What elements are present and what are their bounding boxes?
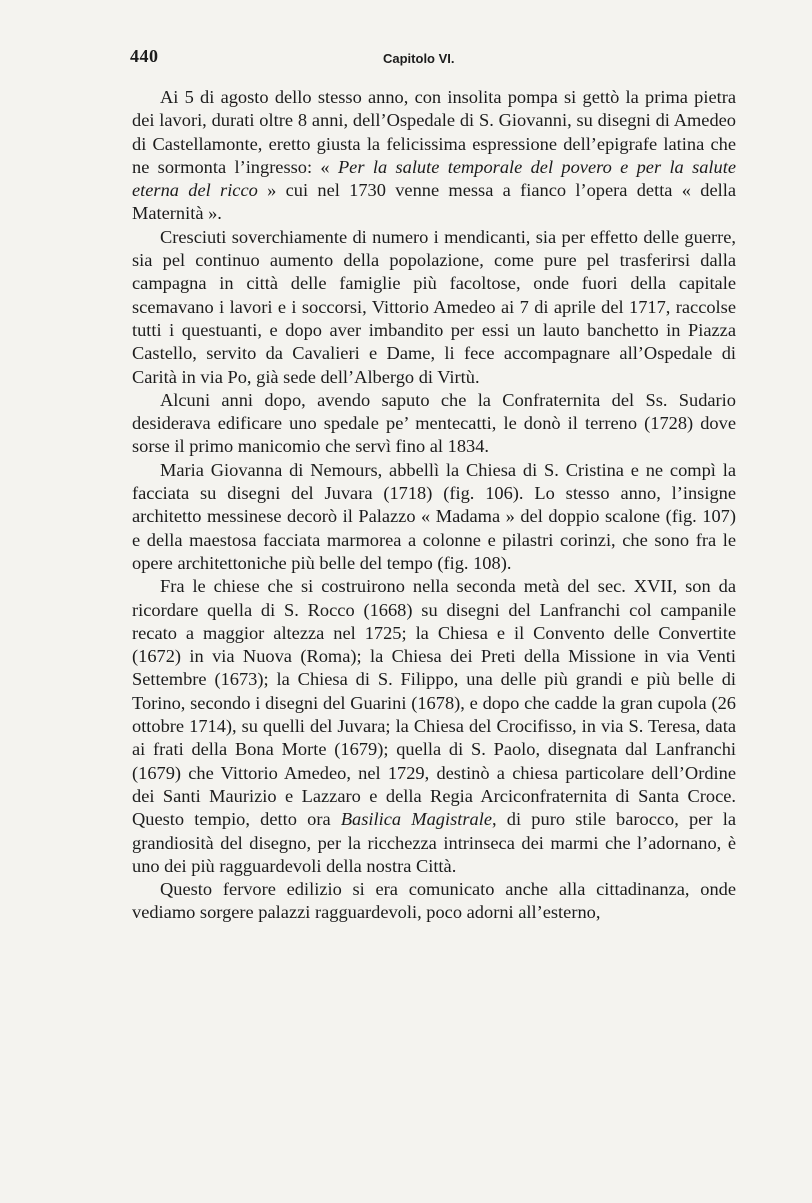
paragraph	[132, 226, 736, 389]
italic-text: Basilica Magistrale	[340, 809, 493, 830]
text-run: Alcuni anni dopo, avendo saputo che la Confraternita del Ss. Sudario desiderava edificare uno spedale pe’ mentecatti, le donò il terreno (1728) dove sorse il primo manicomio che servì fino al 1834.	[132, 389, 736, 457]
page-number: 440	[130, 46, 159, 66]
text-run: Ai 5 di agosto dello stesso anno, con insolita pompa si gettò la prima pietra dei lavori, durati oltre 8 anni, dell’Ospedale di S. Giovanni, su disegni di Amedeo di Castellamonte, eretto giusta la felicissima espressione dell’epigrafe latina che ne sormonta l’ingresso: «	[132, 87, 736, 177]
text-run: Questo fervore edilizio si era comunicato anche alla cittadinanza, onde vediamo sorgere palazzi ragguardevoli, poco adorni all’esterno,	[132, 879, 736, 923]
paragraph	[132, 575, 736, 878]
paragraph	[132, 459, 736, 575]
paragraph	[132, 86, 736, 226]
paragraph	[132, 389, 736, 459]
text-body	[132, 86, 736, 925]
text-run: Fra le chiese che si costruirono nella seconda metà del sec. XVII, son da ricordare quella di S. Rocco (1668) su disegni del Lanfranchi col campanile recato a maggior altezza nel 1725; la Chiesa e il Convento delle Convertite (1672) in via Nuova (Roma); la Chiesa dei Preti della Missione in via Venti Settembre (1673); la Chiesa di S. Filippo, una delle più grandi e più belle di Torino, secondo i disegni del Guarini (1678), e dopo che cadde la gran cupola (26 ottobre 1714), su quelli del Juvara; la Chiesa del Crocifisso, in via S. Teresa, data ai frati della Bona Morte (1679); quella di S. Paolo, disegnata dal Lanfranchi (1679) che Vittorio Amedeo, nel 1729, destinò a chiesa particolare dell’Ordine dei Santi Maurizio e Lazzaro e della Regia Arciconfraternita di Santa Croce. Questo tempio, detto ora	[132, 576, 736, 830]
paragraph	[132, 878, 736, 925]
text-run: » cui nel 1730 venne messa a fianco l’opera detta « della Maternità ».	[132, 180, 736, 224]
text-run: , di puro stile barocco, per la grandiosità del disegno, per la ricchezza intrinseca dei marmi che l’adornano, è uno dei più ragguardevoli della nostra Città.	[132, 809, 737, 876]
running-header: Capitolo VI.	[383, 51, 455, 66]
text-run: Cresciuti soverchiamente di numero i mendicanti, sia per effetto delle guerre, sia pel continuo aumento della popolazione, come pure pel trasferirsi dalla campagna in città delle famiglie più facoltose, onde fuori della capitale scemavano i lavori e i soccorsi, Vittorio Amedeo ai 7 di aprile del 1717, raccolse tutti i questuanti, e dopo aver imbandito per essi un lauto banchetto in Piazza Castello, servito da Cavalieri e Dame, li fece accompagnare all’Ospedale di Carità in via Po, già sede dell’Albergo di Virtù.	[132, 226, 736, 387]
italic-text: Per la salute temporale del povero e per la salute eterna del ricco	[132, 156, 737, 201]
text-run: Maria Giovanna di Nemours, abbellì la Chiesa di S. Cristina e ne compì la facciata su disegni del Juvara (1718) (fig. 106). Lo stesso anno, l’insigne architetto messinese decorò il Palazzo « Madama » del doppio scalone (fig. 107) e della maestosa facciata marmorea a colonne e pilastri corinzi, che sono fra le opere architettoniche più belle del tempo (fig. 108).	[132, 459, 736, 573]
